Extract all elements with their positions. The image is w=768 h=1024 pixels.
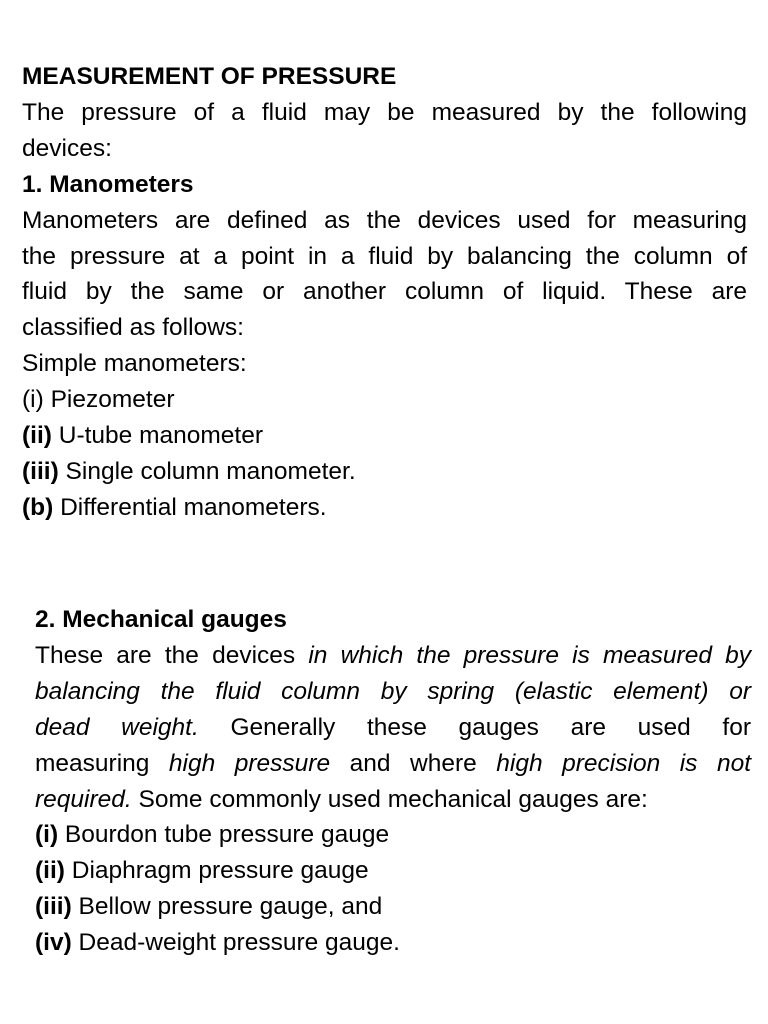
intro-line-1: The pressure of a fluid may be measured by the following xyxy=(22,98,747,126)
list-item xyxy=(22,454,747,490)
list-marker: (b) xyxy=(22,493,54,521)
text-span: Generally these gauges are used for xyxy=(198,713,752,741)
list-marker: (ii) xyxy=(35,857,65,885)
list-text: Single column manometer. xyxy=(58,457,356,485)
gauges-line-1 xyxy=(35,638,751,674)
gauges-line-2 xyxy=(35,674,751,710)
list-text: Bourdon tube pressure gauge xyxy=(58,821,390,849)
italic-span: in which the pressure is measured by xyxy=(308,641,751,669)
intro-line-2: devices: xyxy=(22,134,112,162)
mechanical-gauges-heading: 2. Mechanical gauges xyxy=(35,606,287,633)
list-marker: (iii) xyxy=(22,457,59,485)
definition-line-2: the pressure at a point in a fluid by balancing the column of xyxy=(22,242,747,270)
text-span: measuring xyxy=(35,749,169,777)
list-marker: (i) xyxy=(22,386,44,414)
list-text: Dead-weight pressure gauge. xyxy=(71,929,400,957)
definition-line-4: classified as follows: xyxy=(22,314,244,342)
list-item xyxy=(35,853,751,889)
italic-span: high precision is not xyxy=(496,749,751,777)
list-marker: (iii) xyxy=(35,893,72,921)
text-span: These are the devices xyxy=(35,641,309,669)
italic-span: balancing the fluid column by spring (elastic element) or xyxy=(35,677,751,705)
list-marker: (ii) xyxy=(22,422,52,450)
manometers-section xyxy=(22,59,747,526)
list-item xyxy=(22,382,747,418)
list-item xyxy=(22,418,747,454)
text-span: and where xyxy=(330,749,497,777)
list-item xyxy=(35,817,751,853)
italic-span: dead weight. xyxy=(35,713,199,741)
italic-span: high pressure xyxy=(168,749,331,777)
page-title: MEASUREMENT OF PRESSURE xyxy=(22,63,397,90)
list-item xyxy=(22,490,747,526)
list-text: U-tube manometer xyxy=(51,422,263,450)
definition-line-1: Manometers are defined as the devices used for measuring xyxy=(22,206,747,234)
list-item xyxy=(35,925,751,961)
list-text: Diaphragm pressure gauge xyxy=(64,857,369,885)
gauges-line-3 xyxy=(35,710,751,746)
italic-span: required. xyxy=(35,785,132,813)
list-marker: (iv) xyxy=(35,929,72,957)
list-text: Bellow pressure gauge, and xyxy=(71,893,383,921)
list-marker: (i) xyxy=(35,821,59,849)
gauges-line-5 xyxy=(35,782,751,818)
manometers-heading: 1. Manometers xyxy=(22,170,194,198)
mechanical-gauges-section xyxy=(35,602,751,961)
text-span: Some commonly used mechanical gauges are: xyxy=(131,785,648,813)
gauges-line-4 xyxy=(35,746,751,782)
simple-manometers-label: Simple manometers: xyxy=(22,350,247,378)
list-text: Piezometer xyxy=(43,386,175,414)
list-item xyxy=(35,889,751,925)
definition-line-3: fluid by the same or another column of liquid. These are xyxy=(22,278,747,306)
list-text: Differential manometers. xyxy=(53,493,327,521)
